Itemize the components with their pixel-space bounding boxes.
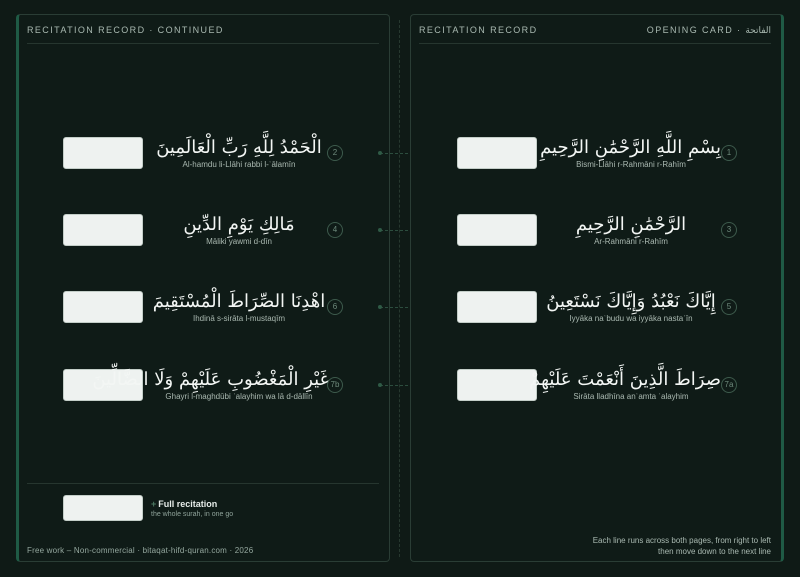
verse-5-text <box>541 291 721 323</box>
verse-4-number: 4 <box>327 222 343 238</box>
verse-7a-number: 7a <box>721 377 737 393</box>
verse-7a-arabic: صِرَاطَ الَّذِينَ أَنْعَمْتَ عَلَيْهِمْ <box>529 369 721 390</box>
verse-2-number: 2 <box>327 145 343 161</box>
verse-row-1 <box>411 137 781 177</box>
right-page-header <box>419 25 771 36</box>
footer-credit: Free work – Non-commercial · bitaqat-hifd-quran.com · 2026 <box>27 546 254 555</box>
verse-7b-text <box>92 369 329 401</box>
verse-6-text <box>149 291 329 323</box>
full-recitation-title: Full recitation <box>158 499 218 509</box>
left-page <box>16 14 390 562</box>
verse-5-grade-box[interactable] <box>457 291 537 323</box>
verse-5-arabic: إِيَّاكَ نَعْبُدُ وَإِيَّاكَ نَسْتَعِينُ <box>546 291 716 312</box>
verse-row-6 <box>19 291 389 331</box>
verse-6-number: 6 <box>327 299 343 315</box>
verse-2-grade-box[interactable] <box>63 137 143 169</box>
verse-7a-grade-box[interactable] <box>457 369 537 401</box>
verse-row-2 <box>19 137 389 177</box>
verse-5-number: 5 <box>721 299 737 315</box>
full-recitation-label <box>151 499 233 518</box>
verse-2-transliteration: Al-hamdu li-Llāhi rabbi l-ʿālamīn <box>182 160 296 169</box>
verse-1-arabic: بِسْمِ اللَّهِ الرَّحْمَٰنِ الرَّحِيمِ <box>540 137 721 158</box>
verse-1-text <box>541 137 721 169</box>
verse-7b-arabic: غَيْرِ الْمَغْضُوبِ عَلَيْهِمْ وَلَا الضَّالِّينَ <box>92 369 329 390</box>
verse-4-arabic: مَالِكِ يَوْمِ الدِّينِ <box>183 214 295 235</box>
left-bottom-divider <box>27 483 379 484</box>
opening-card-label: OPENING CARD · الفاتحة <box>646 25 771 35</box>
verse-4-text <box>149 214 329 246</box>
verse-3-transliteration: Ar-Rahmāni r-Rahīm <box>594 237 668 246</box>
verse-7a-text <box>529 369 721 401</box>
right-header-divider <box>419 43 771 44</box>
verse-7b-number: 7b <box>327 377 343 393</box>
verse-6-arabic: اهْدِنَا الصِّرَاطَ الْمُسْتَقِيمَ <box>152 291 326 312</box>
verse-6-transliteration: Ihdinā s-sirāta l-mustaqīm <box>192 314 286 323</box>
verse-4-transliteration: Māliki yawmi d-dīn <box>206 237 272 246</box>
right-page-title: RECITATION RECORD <box>419 25 538 35</box>
left-header-divider <box>27 43 379 44</box>
verse-5-transliteration: Iyyāka naʿbudu wa iyyāka nastaʿīn <box>569 314 693 323</box>
verse-4-grade-box[interactable] <box>63 214 143 246</box>
verse-3-grade-box[interactable] <box>457 214 537 246</box>
verse-3-text <box>541 214 721 246</box>
left-page-title: RECITATION RECORD · CONTINUED <box>27 25 224 35</box>
verse-row-5 <box>411 291 781 331</box>
page-spine <box>399 20 400 557</box>
verse-6-grade-box[interactable] <box>63 291 143 323</box>
verse-1-transliteration: Bismi-Llāhi r-Rahmāni r-Rahīm <box>576 160 686 169</box>
verse-3-arabic: الرَّحْمَٰنِ الرَّحِيمِ <box>575 214 687 235</box>
verse-row-4 <box>19 214 389 254</box>
plus-icon: + <box>151 499 157 509</box>
verse-row-7a <box>411 369 781 409</box>
verse-1-grade-box[interactable] <box>457 137 537 169</box>
verse-7a-transliteration: Sirāta lladhīna anʿamta ʿalayhim <box>573 392 689 401</box>
right-page <box>410 14 784 562</box>
verse-1-number: 1 <box>721 145 737 161</box>
left-page-header <box>27 25 379 35</box>
verse-row-7b <box>19 369 389 409</box>
full-recitation-subtitle: the whole surah, in one go <box>151 511 234 518</box>
verse-2-arabic: الْحَمْدُ لِلَّهِ رَبِّ الْعَالَمِينَ <box>156 137 322 158</box>
verse-row-3 <box>411 214 781 254</box>
full-recitation-box[interactable] <box>63 495 143 521</box>
reading-instruction <box>593 535 771 557</box>
instruction-line-1: Each line runs across both pages, from right to left <box>592 536 771 545</box>
instruction-line-2: then move down to the next line <box>658 547 771 556</box>
verse-3-number: 3 <box>721 222 737 238</box>
verse-2-text <box>149 137 329 169</box>
verse-7b-transliteration: Ghayri l-maghdūbi ʿalayhim wa lā d-dāllīn <box>165 392 313 401</box>
